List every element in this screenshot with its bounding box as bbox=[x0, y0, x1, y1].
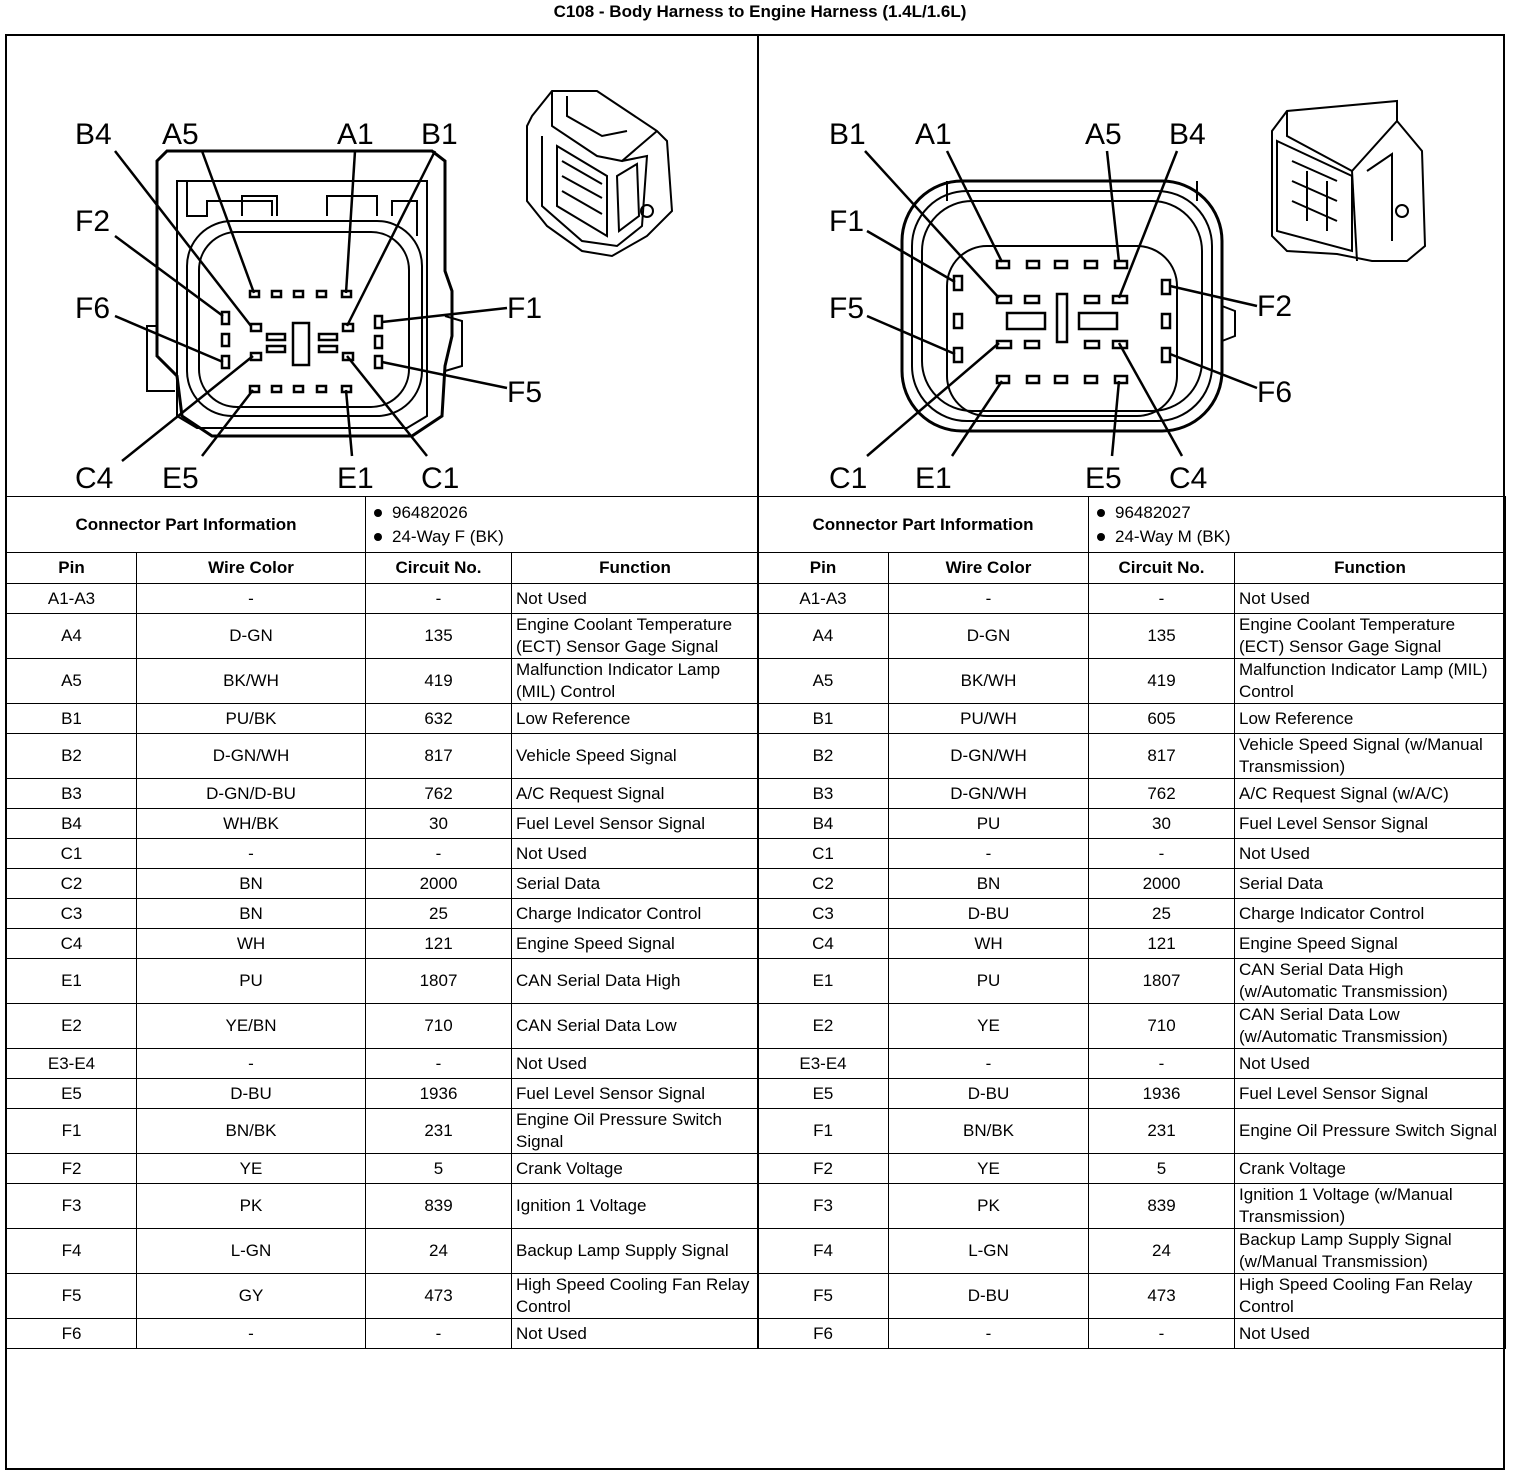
wire-color-cell: PU bbox=[137, 959, 366, 1004]
pin-cell: E3-E4 bbox=[7, 1049, 137, 1079]
function-cell: A/C Request Signal bbox=[512, 779, 759, 809]
table-row bbox=[7, 1274, 759, 1319]
circuit-cell: 605 bbox=[1089, 704, 1235, 734]
table-row bbox=[7, 734, 759, 779]
label-E1: E1 bbox=[337, 462, 374, 495]
pin-cell: F3 bbox=[758, 1184, 889, 1229]
left-table-body bbox=[7, 497, 759, 1349]
page-title: C108 - Body Harness to Engine Harness (1.4L/1.6L) bbox=[553, 2, 967, 21]
circuit-cell: - bbox=[1089, 839, 1235, 869]
circuit-cell: 121 bbox=[366, 929, 512, 959]
table-row bbox=[7, 659, 759, 704]
connector-info-label: Connector Part Information bbox=[7, 497, 366, 553]
function-cell: Engine Coolant Temperature (ECT) Sensor Gage Signal bbox=[1235, 614, 1506, 659]
table-header-row bbox=[7, 553, 759, 584]
function-cell: Not Used bbox=[1235, 584, 1506, 614]
table-row bbox=[758, 959, 1506, 1004]
left-connector-3d-icon bbox=[527, 91, 672, 256]
circuit-cell: 24 bbox=[1089, 1229, 1235, 1274]
circuit-cell: - bbox=[366, 1319, 512, 1349]
function-cell: Charge Indicator Control bbox=[512, 899, 759, 929]
wire-color-cell: D-BU bbox=[889, 1079, 1089, 1109]
circuit-cell: 473 bbox=[1089, 1274, 1235, 1319]
column-header: Wire Color bbox=[137, 553, 366, 584]
circuit-cell: 419 bbox=[366, 659, 512, 704]
pin-cell: B3 bbox=[7, 779, 137, 809]
function-cell: Not Used bbox=[512, 584, 759, 614]
table-row bbox=[758, 1319, 1506, 1349]
circuit-cell: 710 bbox=[366, 1004, 512, 1049]
wire-color-cell: - bbox=[137, 1319, 366, 1349]
table-row bbox=[758, 1049, 1506, 1079]
wire-color-cell: - bbox=[889, 584, 1089, 614]
pin-cell: C3 bbox=[7, 899, 137, 929]
label-B4: B4 bbox=[75, 118, 112, 151]
pin-cell: C4 bbox=[758, 929, 889, 959]
label-F6: F6 bbox=[1257, 376, 1293, 409]
table-row bbox=[7, 1184, 759, 1229]
label-F2: F2 bbox=[1257, 290, 1293, 323]
wire-color-cell: L-GN bbox=[137, 1229, 366, 1274]
label-F1: F1 bbox=[829, 205, 865, 238]
pin-cell: C1 bbox=[758, 839, 889, 869]
circuit-cell: - bbox=[1089, 1049, 1235, 1079]
circuit-cell: 762 bbox=[366, 779, 512, 809]
pin-cell: F2 bbox=[7, 1154, 137, 1184]
wire-color-cell: - bbox=[889, 1319, 1089, 1349]
wire-color-cell: BN/BK bbox=[137, 1109, 366, 1154]
pin-cell: E1 bbox=[7, 959, 137, 1004]
wire-color-cell: D-GN/WH bbox=[889, 734, 1089, 779]
label-C4: C4 bbox=[75, 462, 114, 495]
pin-cell: F5 bbox=[758, 1274, 889, 1319]
circuit-cell: 1807 bbox=[1089, 959, 1235, 1004]
table-row bbox=[7, 929, 759, 959]
pin-cell: F5 bbox=[7, 1274, 137, 1319]
circuit-cell: 1936 bbox=[1089, 1079, 1235, 1109]
label-A5: A5 bbox=[162, 118, 199, 151]
circuit-cell: 24 bbox=[366, 1229, 512, 1274]
right-pinout-table bbox=[757, 496, 1506, 1349]
wire-color-cell: D-GN bbox=[889, 614, 1089, 659]
connector-info-item: 24-Way F (BK) bbox=[370, 525, 754, 549]
pin-cell: C4 bbox=[7, 929, 137, 959]
function-cell: Ignition 1 Voltage (w/Manual Transmission) bbox=[1235, 1184, 1506, 1229]
connector-sheet bbox=[5, 34, 1505, 1470]
pin-cell: C1 bbox=[7, 839, 137, 869]
wire-color-cell: D-GN bbox=[137, 614, 366, 659]
table-row bbox=[758, 1079, 1506, 1109]
circuit-cell: 25 bbox=[1089, 899, 1235, 929]
function-cell: Serial Data bbox=[1235, 869, 1506, 899]
function-cell: Not Used bbox=[1235, 839, 1506, 869]
wire-color-cell: L-GN bbox=[889, 1229, 1089, 1274]
function-cell: Backup Lamp Supply Signal (w/Manual Transmission) bbox=[1235, 1229, 1506, 1274]
pin-cell: A4 bbox=[7, 614, 137, 659]
label-B4: B4 bbox=[1169, 118, 1206, 151]
function-cell: Not Used bbox=[512, 1049, 759, 1079]
column-header: Circuit No. bbox=[366, 553, 512, 584]
connector-info-item: 96482026 bbox=[370, 501, 754, 525]
circuit-cell: 473 bbox=[366, 1274, 512, 1319]
wire-color-cell: D-BU bbox=[889, 1274, 1089, 1319]
circuit-cell: 817 bbox=[366, 734, 512, 779]
pin-cell: B3 bbox=[758, 779, 889, 809]
connector-info-items bbox=[366, 497, 759, 553]
table-row bbox=[7, 1004, 759, 1049]
label-A1: A1 bbox=[915, 118, 952, 151]
function-cell: CAN Serial Data High bbox=[512, 959, 759, 1004]
connector-info-label: Connector Part Information bbox=[758, 497, 1089, 553]
circuit-cell: 839 bbox=[1089, 1184, 1235, 1229]
circuit-cell: 632 bbox=[366, 704, 512, 734]
wire-color-cell: BK/WH bbox=[137, 659, 366, 704]
pin-cell: B4 bbox=[758, 809, 889, 839]
wire-color-cell: D-BU bbox=[137, 1079, 366, 1109]
table-row bbox=[758, 734, 1506, 779]
table-row bbox=[7, 1229, 759, 1274]
circuit-cell: 30 bbox=[366, 809, 512, 839]
pin-cell: B2 bbox=[758, 734, 889, 779]
label-E5: E5 bbox=[162, 462, 199, 495]
connector-info-item: 96482027 bbox=[1093, 501, 1501, 525]
circuit-cell: 419 bbox=[1089, 659, 1235, 704]
circuit-cell: 5 bbox=[1089, 1154, 1235, 1184]
pin-cell: C3 bbox=[758, 899, 889, 929]
table-row bbox=[758, 929, 1506, 959]
function-cell: Crank Voltage bbox=[1235, 1154, 1506, 1184]
table-row bbox=[758, 809, 1506, 839]
wire-color-cell: WH bbox=[889, 929, 1089, 959]
circuit-cell: 710 bbox=[1089, 1004, 1235, 1049]
left-pinout-table bbox=[6, 496, 759, 1349]
pin-cell: F1 bbox=[7, 1109, 137, 1154]
pin-cell: B2 bbox=[7, 734, 137, 779]
wire-color-cell: YE bbox=[889, 1004, 1089, 1049]
table-row bbox=[7, 809, 759, 839]
function-cell: Engine Speed Signal bbox=[512, 929, 759, 959]
table-row bbox=[7, 1109, 759, 1154]
circuit-cell: 817 bbox=[1089, 734, 1235, 779]
function-cell: Ignition 1 Voltage bbox=[512, 1184, 759, 1229]
label-C1: C1 bbox=[421, 462, 460, 495]
function-cell: Charge Indicator Control bbox=[1235, 899, 1506, 929]
table-row bbox=[758, 1184, 1506, 1229]
label-A5: A5 bbox=[1085, 118, 1122, 151]
pin-cell: B4 bbox=[7, 809, 137, 839]
table-row bbox=[7, 1319, 759, 1349]
pin-cell: A4 bbox=[758, 614, 889, 659]
label-B1: B1 bbox=[421, 118, 458, 151]
function-cell: Malfunction Indicator Lamp (MIL) Control bbox=[1235, 659, 1506, 704]
wire-color-cell: D-BU bbox=[889, 899, 1089, 929]
connector-info-items bbox=[1089, 497, 1506, 553]
connector-info-row bbox=[758, 497, 1506, 553]
wire-color-cell: PK bbox=[889, 1184, 1089, 1229]
pin-cell: A5 bbox=[758, 659, 889, 704]
function-cell: Not Used bbox=[512, 1319, 759, 1349]
pin-cell: E3-E4 bbox=[758, 1049, 889, 1079]
table-row bbox=[758, 1154, 1506, 1184]
wire-color-cell: PU bbox=[889, 809, 1089, 839]
pin-cell: F4 bbox=[7, 1229, 137, 1274]
column-header: Function bbox=[1235, 553, 1506, 584]
pin-cell: A5 bbox=[7, 659, 137, 704]
table-row bbox=[7, 1049, 759, 1079]
function-cell: Fuel Level Sensor Signal bbox=[1235, 809, 1506, 839]
table-row bbox=[7, 584, 759, 614]
wire-color-cell: GY bbox=[137, 1274, 366, 1319]
wire-color-cell: PK bbox=[137, 1184, 366, 1229]
label-F6: F6 bbox=[75, 292, 111, 325]
connector-info-row bbox=[7, 497, 759, 553]
pin-cell: B1 bbox=[7, 704, 137, 734]
function-cell: Not Used bbox=[1235, 1049, 1506, 1079]
column-header: Function bbox=[512, 553, 759, 584]
right-connector-3d-icon bbox=[1272, 101, 1425, 261]
function-cell: High Speed Cooling Fan Relay Control bbox=[1235, 1274, 1506, 1319]
function-cell: Serial Data bbox=[512, 869, 759, 899]
function-cell: Engine Coolant Temperature (ECT) Sensor Gage Signal bbox=[512, 614, 759, 659]
function-cell: Engine Speed Signal bbox=[1235, 929, 1506, 959]
pin-cell: F2 bbox=[758, 1154, 889, 1184]
label-A1: A1 bbox=[337, 118, 374, 151]
pin-cell: F1 bbox=[758, 1109, 889, 1154]
connector-info-item: 24-Way M (BK) bbox=[1093, 525, 1501, 549]
label-F2: F2 bbox=[75, 205, 111, 238]
circuit-cell: 839 bbox=[366, 1184, 512, 1229]
label-C4: C4 bbox=[1169, 462, 1208, 495]
table-row bbox=[758, 614, 1506, 659]
label-F5: F5 bbox=[507, 376, 543, 409]
table-row bbox=[758, 1004, 1506, 1049]
wire-color-cell: BN bbox=[889, 869, 1089, 899]
wire-color-cell: D-GN/WH bbox=[889, 779, 1089, 809]
circuit-cell: 135 bbox=[366, 614, 512, 659]
circuit-cell: 762 bbox=[1089, 779, 1235, 809]
wire-color-cell: YE/BN bbox=[137, 1004, 366, 1049]
circuit-cell: - bbox=[1089, 584, 1235, 614]
table-row bbox=[7, 899, 759, 929]
circuit-cell: - bbox=[366, 839, 512, 869]
table-header-row bbox=[758, 553, 1506, 584]
table-row bbox=[7, 959, 759, 1004]
function-cell: CAN Serial Data Low (w/Automatic Transmission) bbox=[1235, 1004, 1506, 1049]
table-row bbox=[758, 659, 1506, 704]
table-row bbox=[758, 899, 1506, 929]
pin-cell: C2 bbox=[7, 869, 137, 899]
table-row bbox=[758, 1229, 1506, 1274]
pin-cell: E2 bbox=[7, 1004, 137, 1049]
function-cell: Malfunction Indicator Lamp (MIL) Control bbox=[512, 659, 759, 704]
table-row bbox=[758, 1109, 1506, 1154]
wire-color-cell: BK/WH bbox=[889, 659, 1089, 704]
function-cell: High Speed Cooling Fan Relay Control bbox=[512, 1274, 759, 1319]
wire-color-cell: D-GN/WH bbox=[137, 734, 366, 779]
circuit-cell: 231 bbox=[366, 1109, 512, 1154]
left-connector-diagram bbox=[7, 36, 757, 496]
pin-cell: E1 bbox=[758, 959, 889, 1004]
function-cell: Low Reference bbox=[512, 704, 759, 734]
function-cell: Engine Oil Pressure Switch Signal bbox=[512, 1109, 759, 1154]
label-E1: E1 bbox=[915, 462, 952, 495]
column-header: Wire Color bbox=[889, 553, 1089, 584]
column-header: Pin bbox=[758, 553, 889, 584]
table-row bbox=[7, 779, 759, 809]
circuit-cell: 135 bbox=[1089, 614, 1235, 659]
column-header: Pin bbox=[7, 553, 137, 584]
wire-color-cell: BN bbox=[137, 869, 366, 899]
circuit-cell: - bbox=[366, 584, 512, 614]
function-cell: CAN Serial Data High (w/Automatic Transmission) bbox=[1235, 959, 1506, 1004]
function-cell: Backup Lamp Supply Signal bbox=[512, 1229, 759, 1274]
circuit-cell: 25 bbox=[366, 899, 512, 929]
label-F1: F1 bbox=[507, 292, 543, 325]
pin-cell: F4 bbox=[758, 1229, 889, 1274]
circuit-cell: 5 bbox=[366, 1154, 512, 1184]
label-F5: F5 bbox=[829, 292, 865, 325]
column-header: Circuit No. bbox=[1089, 553, 1235, 584]
wire-color-cell: - bbox=[889, 1049, 1089, 1079]
table-row bbox=[7, 869, 759, 899]
pin-cell: E5 bbox=[7, 1079, 137, 1109]
wire-color-cell: D-GN/D-BU bbox=[137, 779, 366, 809]
wire-color-cell: WH/BK bbox=[137, 809, 366, 839]
function-cell: CAN Serial Data Low bbox=[512, 1004, 759, 1049]
function-cell: A/C Request Signal (w/A/C) bbox=[1235, 779, 1506, 809]
table-row bbox=[7, 704, 759, 734]
wire-color-cell: PU/BK bbox=[137, 704, 366, 734]
circuit-cell: 231 bbox=[1089, 1109, 1235, 1154]
pin-cell: F6 bbox=[7, 1319, 137, 1349]
table-row bbox=[758, 839, 1506, 869]
pin-cell: A1-A3 bbox=[758, 584, 889, 614]
pin-cell: B1 bbox=[758, 704, 889, 734]
table-row bbox=[758, 869, 1506, 899]
function-cell: Not Used bbox=[1235, 1319, 1506, 1349]
wire-color-cell: - bbox=[889, 839, 1089, 869]
table-row bbox=[7, 614, 759, 659]
table-row bbox=[758, 584, 1506, 614]
function-cell: Fuel Level Sensor Signal bbox=[1235, 1079, 1506, 1109]
function-cell: Crank Voltage bbox=[512, 1154, 759, 1184]
function-cell: Engine Oil Pressure Switch Signal bbox=[1235, 1109, 1506, 1154]
right-table-body bbox=[758, 497, 1506, 1349]
label-E5: E5 bbox=[1085, 462, 1122, 495]
wire-color-cell: YE bbox=[889, 1154, 1089, 1184]
function-cell: Fuel Level Sensor Signal bbox=[512, 1079, 759, 1109]
circuit-cell: 2000 bbox=[1089, 869, 1235, 899]
label-B1: B1 bbox=[829, 118, 866, 151]
pin-cell: A1-A3 bbox=[7, 584, 137, 614]
circuit-cell: 30 bbox=[1089, 809, 1235, 839]
circuit-cell: 2000 bbox=[366, 869, 512, 899]
diagram-area bbox=[7, 36, 1503, 496]
function-cell: Not Used bbox=[512, 839, 759, 869]
function-cell: Low Reference bbox=[1235, 704, 1506, 734]
table-row bbox=[758, 1274, 1506, 1319]
table-row bbox=[7, 839, 759, 869]
wire-color-cell: WH bbox=[137, 929, 366, 959]
wire-color-cell: - bbox=[137, 839, 366, 869]
wire-color-cell: PU bbox=[889, 959, 1089, 1004]
circuit-cell: 1807 bbox=[366, 959, 512, 1004]
wire-color-cell: YE bbox=[137, 1154, 366, 1184]
pin-cell: F3 bbox=[7, 1184, 137, 1229]
label-C1: C1 bbox=[829, 462, 868, 495]
pin-cell: C2 bbox=[758, 869, 889, 899]
function-cell: Fuel Level Sensor Signal bbox=[512, 809, 759, 839]
circuit-cell: 1936 bbox=[366, 1079, 512, 1109]
pin-cell: E5 bbox=[758, 1079, 889, 1109]
table-row bbox=[7, 1079, 759, 1109]
right-connector-diagram bbox=[759, 36, 1503, 496]
function-cell: Vehicle Speed Signal (w/Manual Transmission) bbox=[1235, 734, 1506, 779]
wire-color-cell: PU/WH bbox=[889, 704, 1089, 734]
pin-cell: E2 bbox=[758, 1004, 889, 1049]
table-row bbox=[758, 779, 1506, 809]
circuit-cell: - bbox=[1089, 1319, 1235, 1349]
wire-color-cell: BN bbox=[137, 899, 366, 929]
circuit-cell: 121 bbox=[1089, 929, 1235, 959]
circuit-cell: - bbox=[366, 1049, 512, 1079]
wire-color-cell: - bbox=[137, 1049, 366, 1079]
table-row bbox=[758, 704, 1506, 734]
table-row bbox=[7, 1154, 759, 1184]
function-cell: Vehicle Speed Signal bbox=[512, 734, 759, 779]
wire-color-cell: - bbox=[137, 584, 366, 614]
pin-cell: F6 bbox=[758, 1319, 889, 1349]
wire-color-cell: BN/BK bbox=[889, 1109, 1089, 1154]
